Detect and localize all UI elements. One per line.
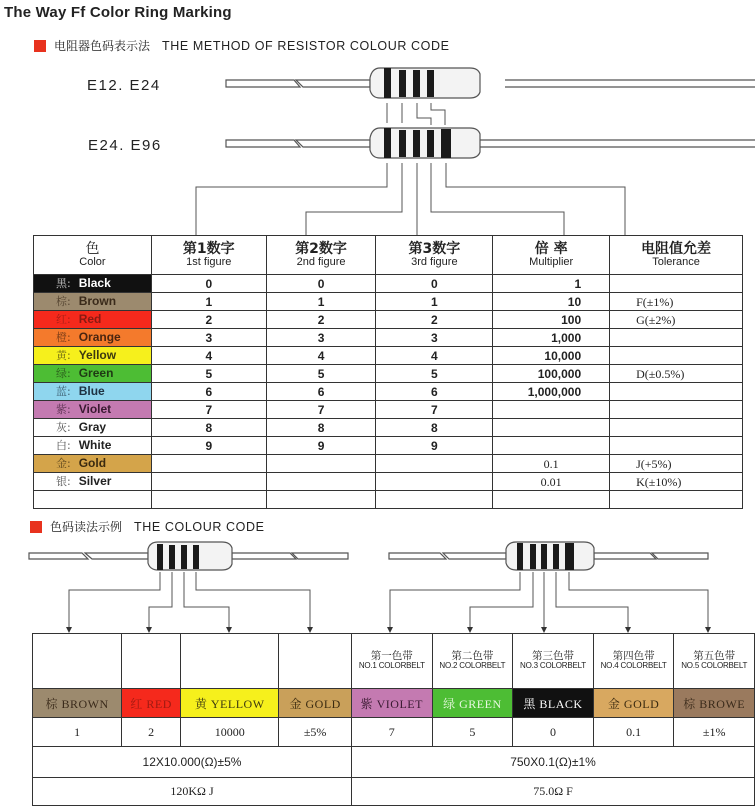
figure-cell: 9 [266,437,376,455]
formula-5band: 750X0.1(Ω)±1% [352,747,755,778]
band-color-cell [674,689,755,718]
band-name-en: GOLD [305,696,341,711]
figure-cell: 0 [151,275,266,293]
header-2nd-figure: 第2数字 2nd figure [266,236,376,275]
band-color-cell [181,689,279,718]
band-color-cell [33,689,122,718]
multiplier-cell: 1,000 [493,329,610,347]
colorbelt-header-en: NO.1 COLORBELT [358,661,425,671]
band-name-en: BROWE [699,696,746,711]
colorbelt-header-en: NO.2 COLORBELT [439,661,506,671]
band-name-en: BLACK [539,696,583,711]
band-name-en: GREEN [459,696,502,711]
section-title-en: THE METHOD OF RESISTOR COLOUR CODE [162,38,450,53]
figure-cell: 4 [376,347,493,365]
color-name-en: Orange [78,330,121,344]
band-name-en: BROWN [61,696,109,711]
colorbelt-header-cn: 第一色带 [370,649,413,662]
label-e12-e24: E12. E24 [87,77,161,94]
multiplier-cell: 1 [493,275,610,293]
band-name-en: VIOLET [376,696,423,711]
figure-cell: 1 [266,293,376,311]
color-name-cn: 灰: [56,421,71,434]
page-title: The Way Ff Color Ring Marking [4,4,232,21]
formula-4band: 12X10.000(Ω)±5% [33,747,352,778]
figure-cell: 5 [151,365,266,383]
color-name-cn: 蓝: [56,385,71,398]
colorbelt-header [674,634,755,689]
band-name-en: YELLOW [210,696,265,711]
color-name-cn: 橙: [56,331,71,344]
band-value-cell: ±1% [674,718,755,747]
color-name-en: Yellow [78,348,117,362]
band-name-cn: 紫 [360,696,374,711]
tolerance-cell: K(±10%) [610,473,743,491]
color-name-en: White [78,438,112,452]
figure-cell: 5 [376,365,493,383]
figure-cell: 8 [376,419,493,437]
section-title-cn: 电阻器色码表示法 [54,39,151,53]
figure-cell: 6 [151,383,266,401]
section-title-cn: 色码读法示例 [50,520,123,534]
result-5band: 75.0Ω F [352,778,755,806]
figure-cell: 0 [266,275,376,293]
multiplier-cell: 10 [493,293,610,311]
figure-cell: 7 [376,401,493,419]
figure-cell: 9 [151,437,266,455]
band-value-cell: ±5% [279,718,352,747]
tolerance-cell: D(±0.5%) [610,365,743,383]
figure-cell: 7 [151,401,266,419]
band-value-cell: 0.1 [593,718,674,747]
colorbelt-header-cn: 第四色带 [612,649,655,662]
header-color: 色 Color [34,236,152,275]
colorbelt-header-en: NO.4 COLORBELT [600,661,667,671]
empty-header-cell [33,634,122,689]
header-3rd-figure: 第3数字 3rd figure [376,236,493,275]
color-name-cn: 棕: [56,295,71,308]
figure-cell: 2 [151,311,266,329]
multiplier-cell: 1,000,000 [493,383,610,401]
colorbelt-header-cn: 第五色带 [693,649,736,662]
multiplier-cell: 0.01 [493,473,610,491]
multiplier-cell: 100 [493,311,610,329]
header-1st-figure: 第1数字 1st figure [151,236,266,275]
band-name-cn: 金 [607,696,621,711]
color-name-cn: 绿: [56,367,71,380]
band-name-cn: 棕 [45,696,58,711]
tolerance-cell: F(±1%) [610,293,743,311]
color-name-en: Blue [78,384,105,398]
color-name-en: Gray [78,420,107,434]
band-color-cell [513,689,594,718]
multiplier-cell: 100,000 [493,365,610,383]
figure-cell: 2 [266,311,376,329]
colorbelt-header [513,634,594,689]
colorbelt-header [593,634,674,689]
band-name-en: RED [146,696,172,711]
band-color-cell [122,689,181,718]
tolerance-cell: J(+5%) [610,455,743,473]
colorbelt-header-cn: 第二色带 [451,649,494,662]
figure-cell: 5 [266,365,376,383]
band-value-cell: 0 [513,718,594,747]
color-name-en: Violet [78,402,112,416]
tolerance-cell: G(±2%) [610,311,743,329]
band-name-cn: 黄 [194,696,208,711]
empty-header-cell [279,634,352,689]
empty-header-cell [122,634,181,689]
figure-cell: 1 [376,293,493,311]
figure-cell: 0 [376,275,493,293]
band-value-cell: 1 [33,718,122,747]
color-name-cn: 紫: [56,403,71,416]
band-name-cn: 黑 [523,696,536,711]
multiplier-cell: 0.1 [493,455,610,473]
empty-header-cell [181,634,279,689]
header-tolerance: 电阻值允差 Tolerance [610,236,743,275]
example-4band-table [32,633,352,806]
label-e24-e96: E24. E96 [88,137,162,154]
color-name-en: Brown [78,294,117,308]
band-value-cell: 7 [352,718,433,747]
band-value-cell: 5 [432,718,513,747]
figure-cell: 3 [266,329,376,347]
result-4band: 120KΩ J [33,778,352,806]
color-name-en: Gold [78,456,107,470]
band-color-cell [352,689,433,718]
figure-cell: 4 [151,347,266,365]
band-value-cell: 2 [122,718,181,747]
figure-cell: 6 [376,383,493,401]
band-color-cell [593,689,674,718]
multiplier-cell: 10,000 [493,347,610,365]
figure-cell: 3 [151,329,266,347]
figure-cell: 1 [151,293,266,311]
color-name-en: Green [78,366,114,380]
colorbelt-header-en: NO.5 COLORBELT [681,661,748,671]
color-name-cn: 黑: [56,277,71,290]
band-color-cell [279,689,352,718]
colorbelt-header-en: NO.3 COLORBELT [520,661,586,671]
figure-cell: 4 [266,347,376,365]
header-multiplier: 倍 率 Multiplier [493,236,610,275]
example-5band-table [351,633,755,806]
figure-cell: 8 [266,419,376,437]
color-name-en: Silver [78,474,112,488]
band-name-cn: 棕 [683,696,696,711]
figure-cell: 9 [376,437,493,455]
colorbelt-header [352,634,433,689]
section-title-en: THE COLOUR CODE [134,519,265,534]
band-value-cell: 10000 [181,718,279,747]
figure-cell: 8 [151,419,266,437]
figure-cell: 3 [376,329,493,347]
color-name-en: Red [78,312,102,326]
color-name-cn: 白: [56,439,71,452]
colorbelt-header [432,634,513,689]
colorbelt-header-cn: 第三色带 [531,649,574,662]
color-name-cn: 银: [56,475,71,488]
figure-cell: 6 [266,383,376,401]
color-name-en: Black [78,276,111,290]
color-name-cn: 黄: [56,349,71,362]
color-name-cn: 红: [56,313,71,326]
band-name-cn: 绿 [443,696,456,711]
color-name-cn: 金: [56,457,71,470]
band-name-cn: 红 [130,696,143,711]
band-name-en: GOLD [623,696,660,711]
figure-cell: 2 [376,311,493,329]
figure-cell: 7 [266,401,376,419]
band-color-cell [432,689,513,718]
band-name-cn: 金 [289,696,302,711]
